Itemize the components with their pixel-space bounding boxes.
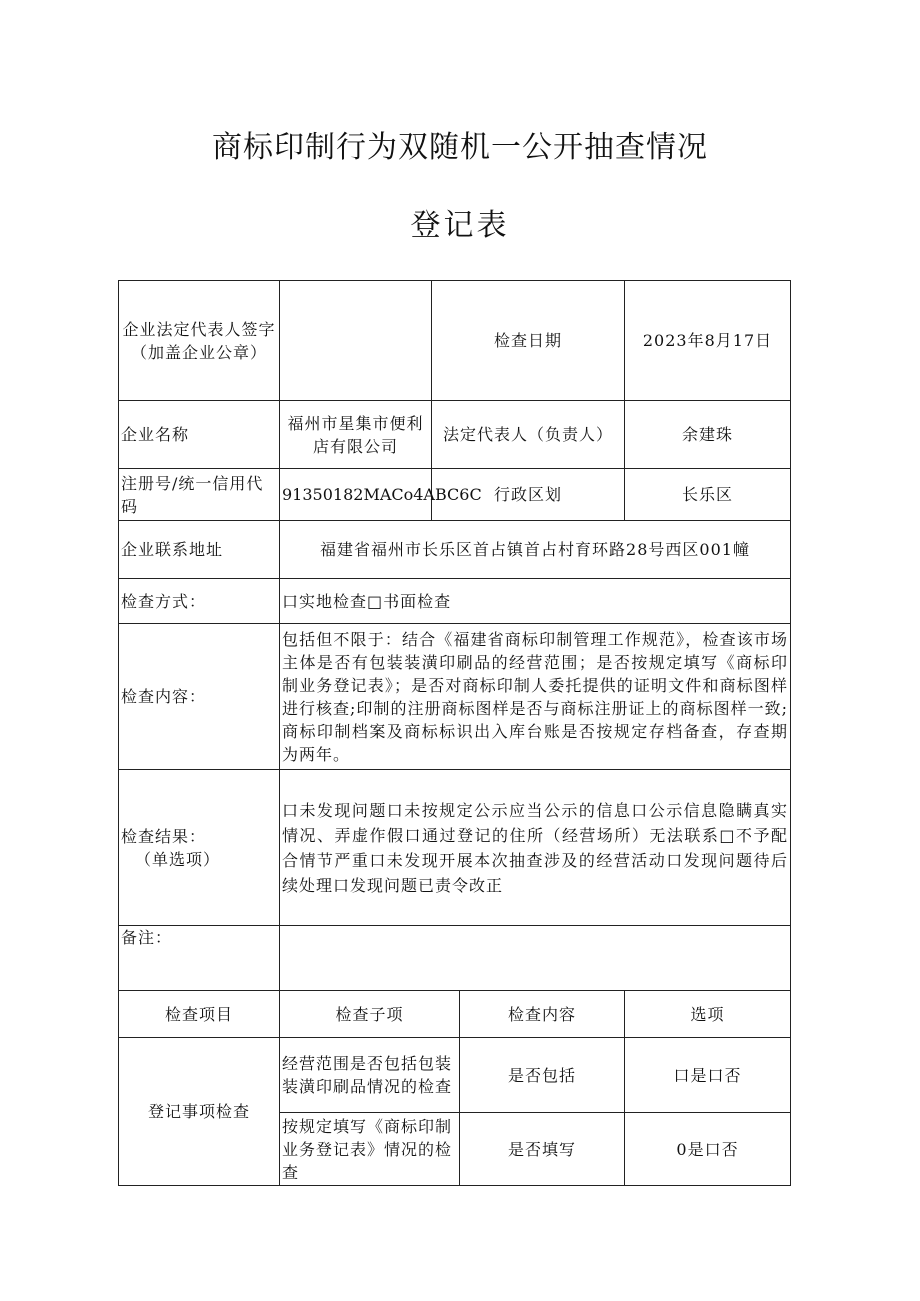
reg-no-value: 91350182MACo4ABC6C — [280, 469, 432, 521]
item-sub: 经营范围是否包括包装装潢印刷品情况的检查 — [280, 1038, 460, 1113]
check-date-label: 检查日期 — [432, 281, 625, 401]
result-label-cell — [119, 770, 280, 926]
item-option[interactable]: 口是口否 — [625, 1038, 791, 1113]
inspection-form-table — [118, 280, 791, 1186]
remark-label: 备注： — [119, 926, 280, 991]
result-options: 口未发现问题口未按规定公示应当公示的信息口公示信息隐瞒真实情况、弄虚作假口通过登记的住所（经营场所）无法联系□不予配合情节严重口未发现开展本次抽查涉及的经营活动口发现问题待后续处理口发现问题已责令改正 — [280, 770, 791, 926]
items-header-row — [119, 991, 791, 1038]
header-option: 选项 — [625, 991, 791, 1038]
row-result — [119, 770, 791, 926]
header-item: 检查项目 — [119, 991, 280, 1038]
company-name-label: 企业名称 — [119, 401, 280, 469]
items-row — [119, 1038, 791, 1113]
remark-field[interactable] — [280, 926, 791, 991]
row-signature — [119, 281, 791, 401]
row-address — [119, 521, 791, 579]
district-value: 长乐区 — [625, 469, 791, 521]
reg-no-label: 注册号/统一信用代码 — [119, 469, 280, 521]
row-remark — [119, 926, 791, 991]
header-subitem: 检查子项 — [280, 991, 460, 1038]
content-value: 包括但不限于：结合《福建省商标印制管理工作规范》，检查该市场主体是否有包装装潢印刷品的经营范围；是否按规定填写《商标印制业务登记表》；是否对商标印制人委托提供的证明文件和商标图样进行核查;印制的注册商标图样是否与商标注册证上的商标图样一致;商标印制档案及商标标识出入库台账是否按规定存档备查，存查期为两年。 — [280, 624, 791, 770]
result-label: 检查结果： — [121, 826, 207, 846]
check-date-value: 2023年8月17日 — [625, 281, 791, 401]
legal-rep-label: 法定代表人（负责人） — [432, 401, 625, 469]
district-label: 行政区划 — [432, 469, 625, 521]
row-method — [119, 579, 791, 624]
address-label: 企业联系地址 — [119, 521, 280, 579]
header-content: 检查内容 — [460, 991, 625, 1038]
legal-rep-value: 余建珠 — [625, 401, 791, 469]
item-content: 是否包括 — [460, 1038, 625, 1113]
rep-sign-label: 企业法定代表人签字（加盖企业公章） — [119, 281, 280, 401]
company-name-value: 福州市星集市便利店有限公司 — [280, 401, 432, 469]
address-value: 福建省福州市长乐区首占镇首占村育环路28号西区001幢 — [280, 521, 791, 579]
content-label: 检查内容： — [119, 624, 280, 770]
document-subtitle: 登记表 — [410, 208, 510, 243]
row-content — [119, 624, 791, 770]
item-option[interactable]: 0是口否 — [625, 1113, 791, 1186]
row-company — [119, 401, 791, 469]
result-sublabel: （单选项） — [135, 849, 221, 869]
rep-sign-field[interactable] — [280, 281, 432, 401]
row-registration — [119, 469, 791, 521]
method-value: 口实地检查□书面检查 — [280, 579, 791, 624]
method-label: 检查方式： — [119, 579, 280, 624]
item-sub: 按规定填写《商标印制业务登记表》情况的检查 — [280, 1113, 460, 1186]
item-content: 是否填写 — [460, 1113, 625, 1186]
document-title: 商标印制行为双随机一公开抽查情况 — [212, 130, 708, 165]
group-label: 登记事项检查 — [119, 1038, 280, 1186]
